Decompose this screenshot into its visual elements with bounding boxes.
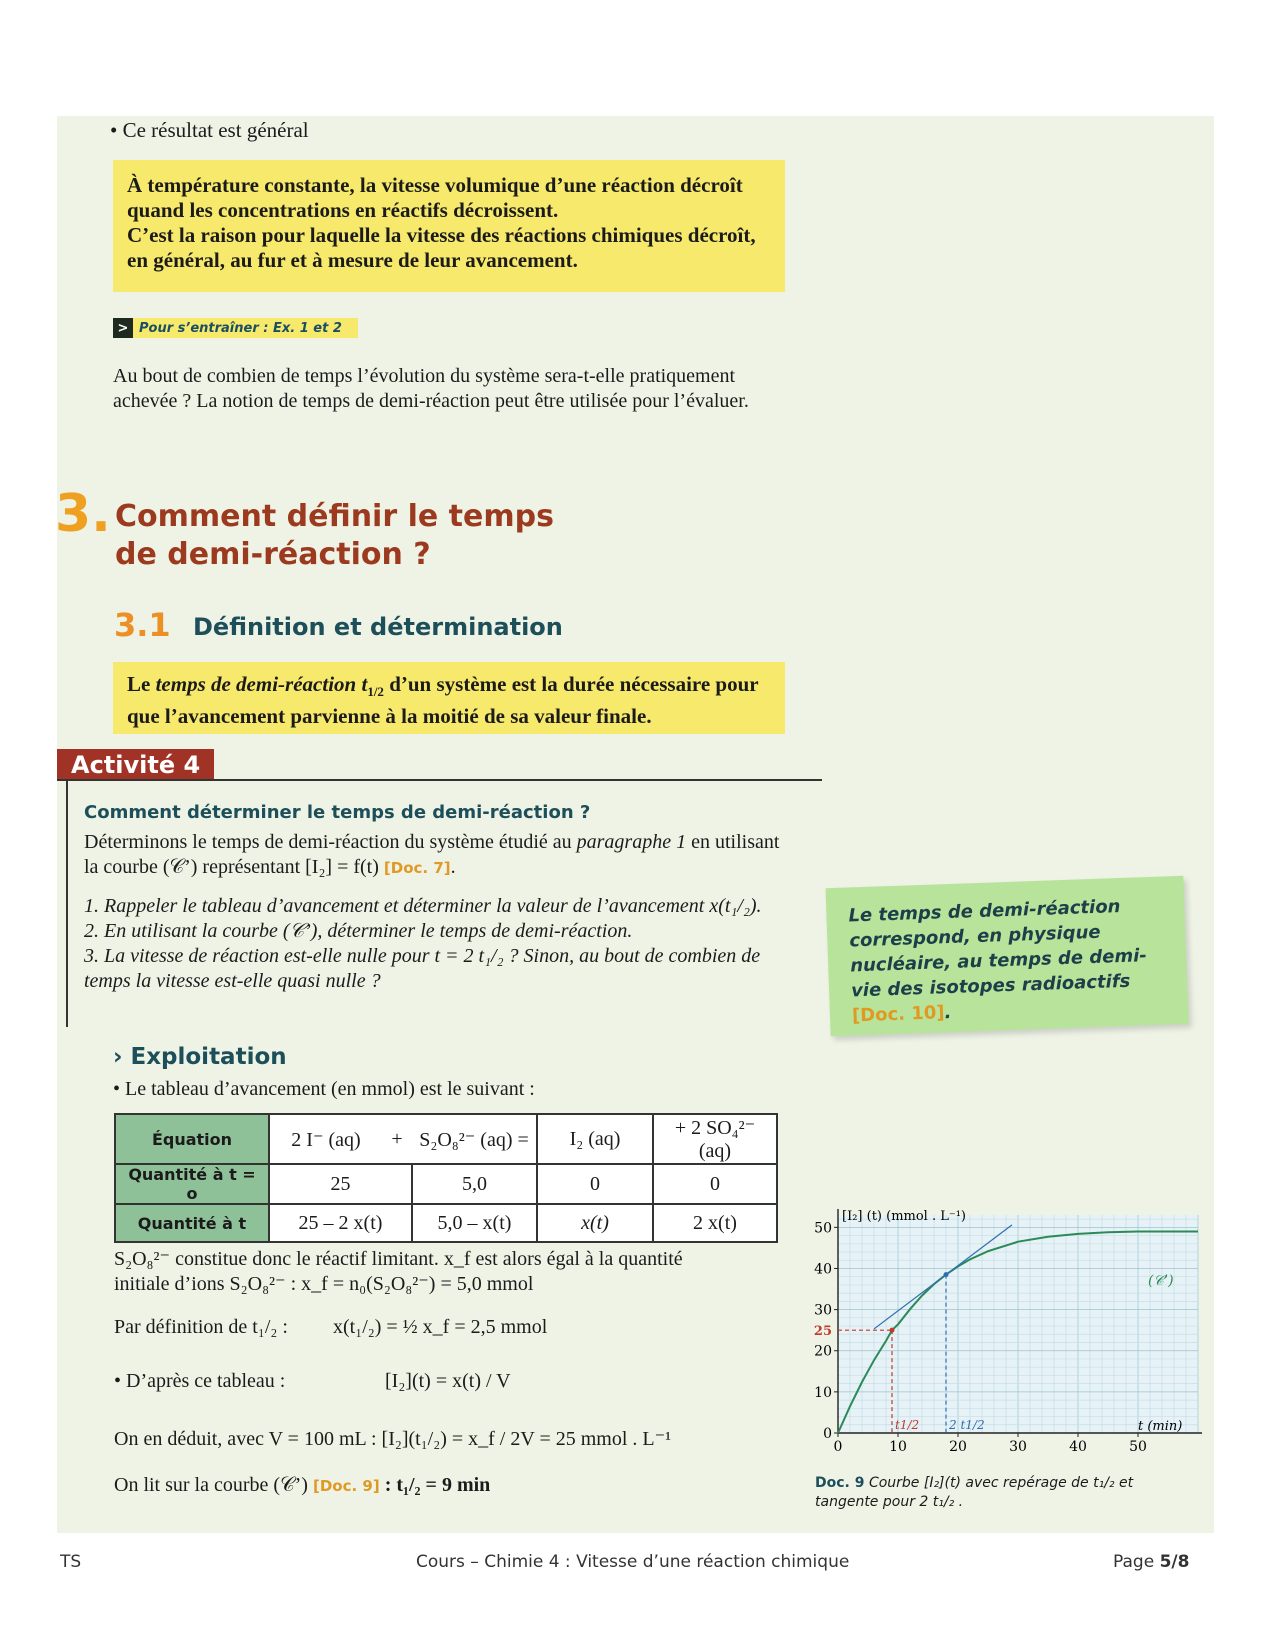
key-statement-line1: À température constante, la vitesse volumique d’une réaction décroît quand les concentrations en réactifs décroissent. [127,173,743,222]
initial-quantity-line: initiale d’ions S₂O₈²⁻ : x_f = n₀(S₂O₈²⁻) = 5,0 mmol [114,1273,534,1295]
side-note: Le temps de demi-réaction correspond, en physique nucléaire, au temps de demi-vie des isotopes radioactifs [Doc. 10]. [826,876,1189,1036]
x-tick-label: 30 [1009,1439,1027,1455]
concentration-formula: [I₂](t) = x(t) / V [385,1370,511,1392]
concentration-half-line: On en déduit, avec V = 100 mL : [I₂](t₁/₂) = x_f / 2V = 25 mmol . L⁻¹ [114,1428,672,1450]
key-statement-box [113,160,785,292]
x-tick-label: 10 [889,1439,907,1455]
definition-box: Le temps de demi-réaction $t_{1/2}$ d’un système est la durée nécessaire pour que l’avancement parvienne à la moitié de sa valeur finale. [113,662,785,734]
advancement-table [114,1113,778,1243]
two-t-half-point [944,1272,949,1277]
x-tick-label: 50 [1129,1439,1147,1455]
general-result-bullet: • Ce résultat est général [110,118,309,142]
exploitation-intro: • Le tableau d’avancement (en mmol) est le suivant : [113,1078,535,1100]
activity-questions [84,894,804,994]
definition-label: Par définition de t₁/₂ : [114,1316,288,1338]
y-tick-label: 10 [814,1384,832,1401]
t-half-point [890,1328,895,1333]
x-tick-label: 40 [1069,1439,1087,1455]
question-1: 1. Rappeler le tableau d’avancement et déterminer la valeur de l’avancement x(t₁/₂). [84,895,762,917]
table-row: Équation 2 I⁻ (aq) + S₂O₈²⁻ (aq) = I₂ (aq) + 2 SO₄²⁻ (aq) [115,1114,777,1164]
x-tick-label: 0 [833,1439,843,1455]
limiting-reagent-line: S₂O₈²⁻ constitue donc le réactif limitant. x_f est alors égal à la quantité [114,1248,683,1270]
activity-rule [57,779,822,781]
activity-question: Comment déterminer le temps de demi-réaction ? [84,802,591,823]
footer-title: Cours – Chimie 4 : Vitesse d’une réaction chimique [416,1552,850,1572]
doc-reference[interactable]: [Doc. 9] [312,1477,380,1495]
chevron-right-icon: > [113,318,133,338]
activity-side-rule [66,781,68,1027]
t-half-label: t1/2 [895,1418,920,1432]
exercise-link[interactable] [113,318,358,338]
question-3: 3. La vitesse de réaction est-elle nulle pour t = 2 t₁/₂ ? Sinon, au bout de combien de temps la vitesse est-elle quasi nulle ? [84,945,761,992]
section-number: 3. [55,484,111,544]
y-tick-label: 40 [814,1261,832,1278]
footer-page: Page 5/8 [1113,1552,1190,1572]
table-row: Quantité à t 25 – 2 x(t) 5,0 – x(t) x(t) 2 x(t) [115,1204,777,1242]
subsection-number: 3.1 [114,606,171,644]
y-tick-label: 50 [814,1220,832,1237]
doc-reference[interactable]: [Doc. 10] [851,1002,945,1027]
x-axis-label: t (min) [1138,1419,1183,1434]
half-reaction-chart [808,1205,1206,1475]
half-value-label: 25 [813,1324,832,1340]
x-tick-label: 20 [949,1439,967,1455]
chart-caption: Doc. 9 Courbe [I₂](t) avec repérage de t₁/₂ et tangente pour 2 t₁/₂ . [815,1475,1134,1510]
reading-line: On lit sur la courbe (𝒞’) [Doc. 9] : t₁/₂ = 9 min [114,1474,491,1496]
table-row: Quantité à t = o 25 5,0 0 0 [115,1164,777,1204]
exercise-link-label: Pour s’entraîner : Ex. 1 et 2 [139,320,342,336]
y-tick-label: 30 [814,1302,832,1319]
key-statement-line2: C’est la raison pour laquelle la vitesse des réactions chimiques décroît, en général, au fur et à mesure de leur avancement. [127,223,756,272]
activity-intro: Déterminons le temps de demi-réaction du système étudié au paragraphe 1 en utilisant la courbe (𝒞’) représentant [I₂] = f(t) [Doc. 7]. [84,831,780,878]
footer-level: TS [60,1552,82,1572]
question-2: 2. En utilisant la courbe (𝒞’), déterminer le temps de demi-réaction. [84,920,633,942]
curve-label: (𝒞’) [1148,1273,1174,1289]
intro-paragraph: Au bout de combien de temps l’évolution du système sera-t-elle pratiquement achevée ? La notion de temps de demi-réaction peut être utilisée pour l’évaluer. [113,365,749,412]
y-tick-label: 0 [823,1426,832,1442]
activity-badge: Activité 4 [57,749,214,781]
exploitation-heading: › Exploitation [113,1044,287,1070]
section-title: Comment définir le temps de demi-réaction ? [115,499,554,572]
doc-reference[interactable]: [Doc. 7] [383,859,451,877]
y-axis-label: [I₂] (t) (mmol . L⁻¹) [842,1209,967,1224]
table-deduction-label: • D’après ce tableau : [114,1370,286,1392]
y-tick-label: 20 [814,1343,832,1360]
subsection-title: Définition et détermination [193,613,563,641]
two-t-half-label: 2 t1/2 [949,1418,985,1432]
definition-formula: x(t₁/₂) = ½ x_f = 2,5 mmol [333,1316,548,1338]
